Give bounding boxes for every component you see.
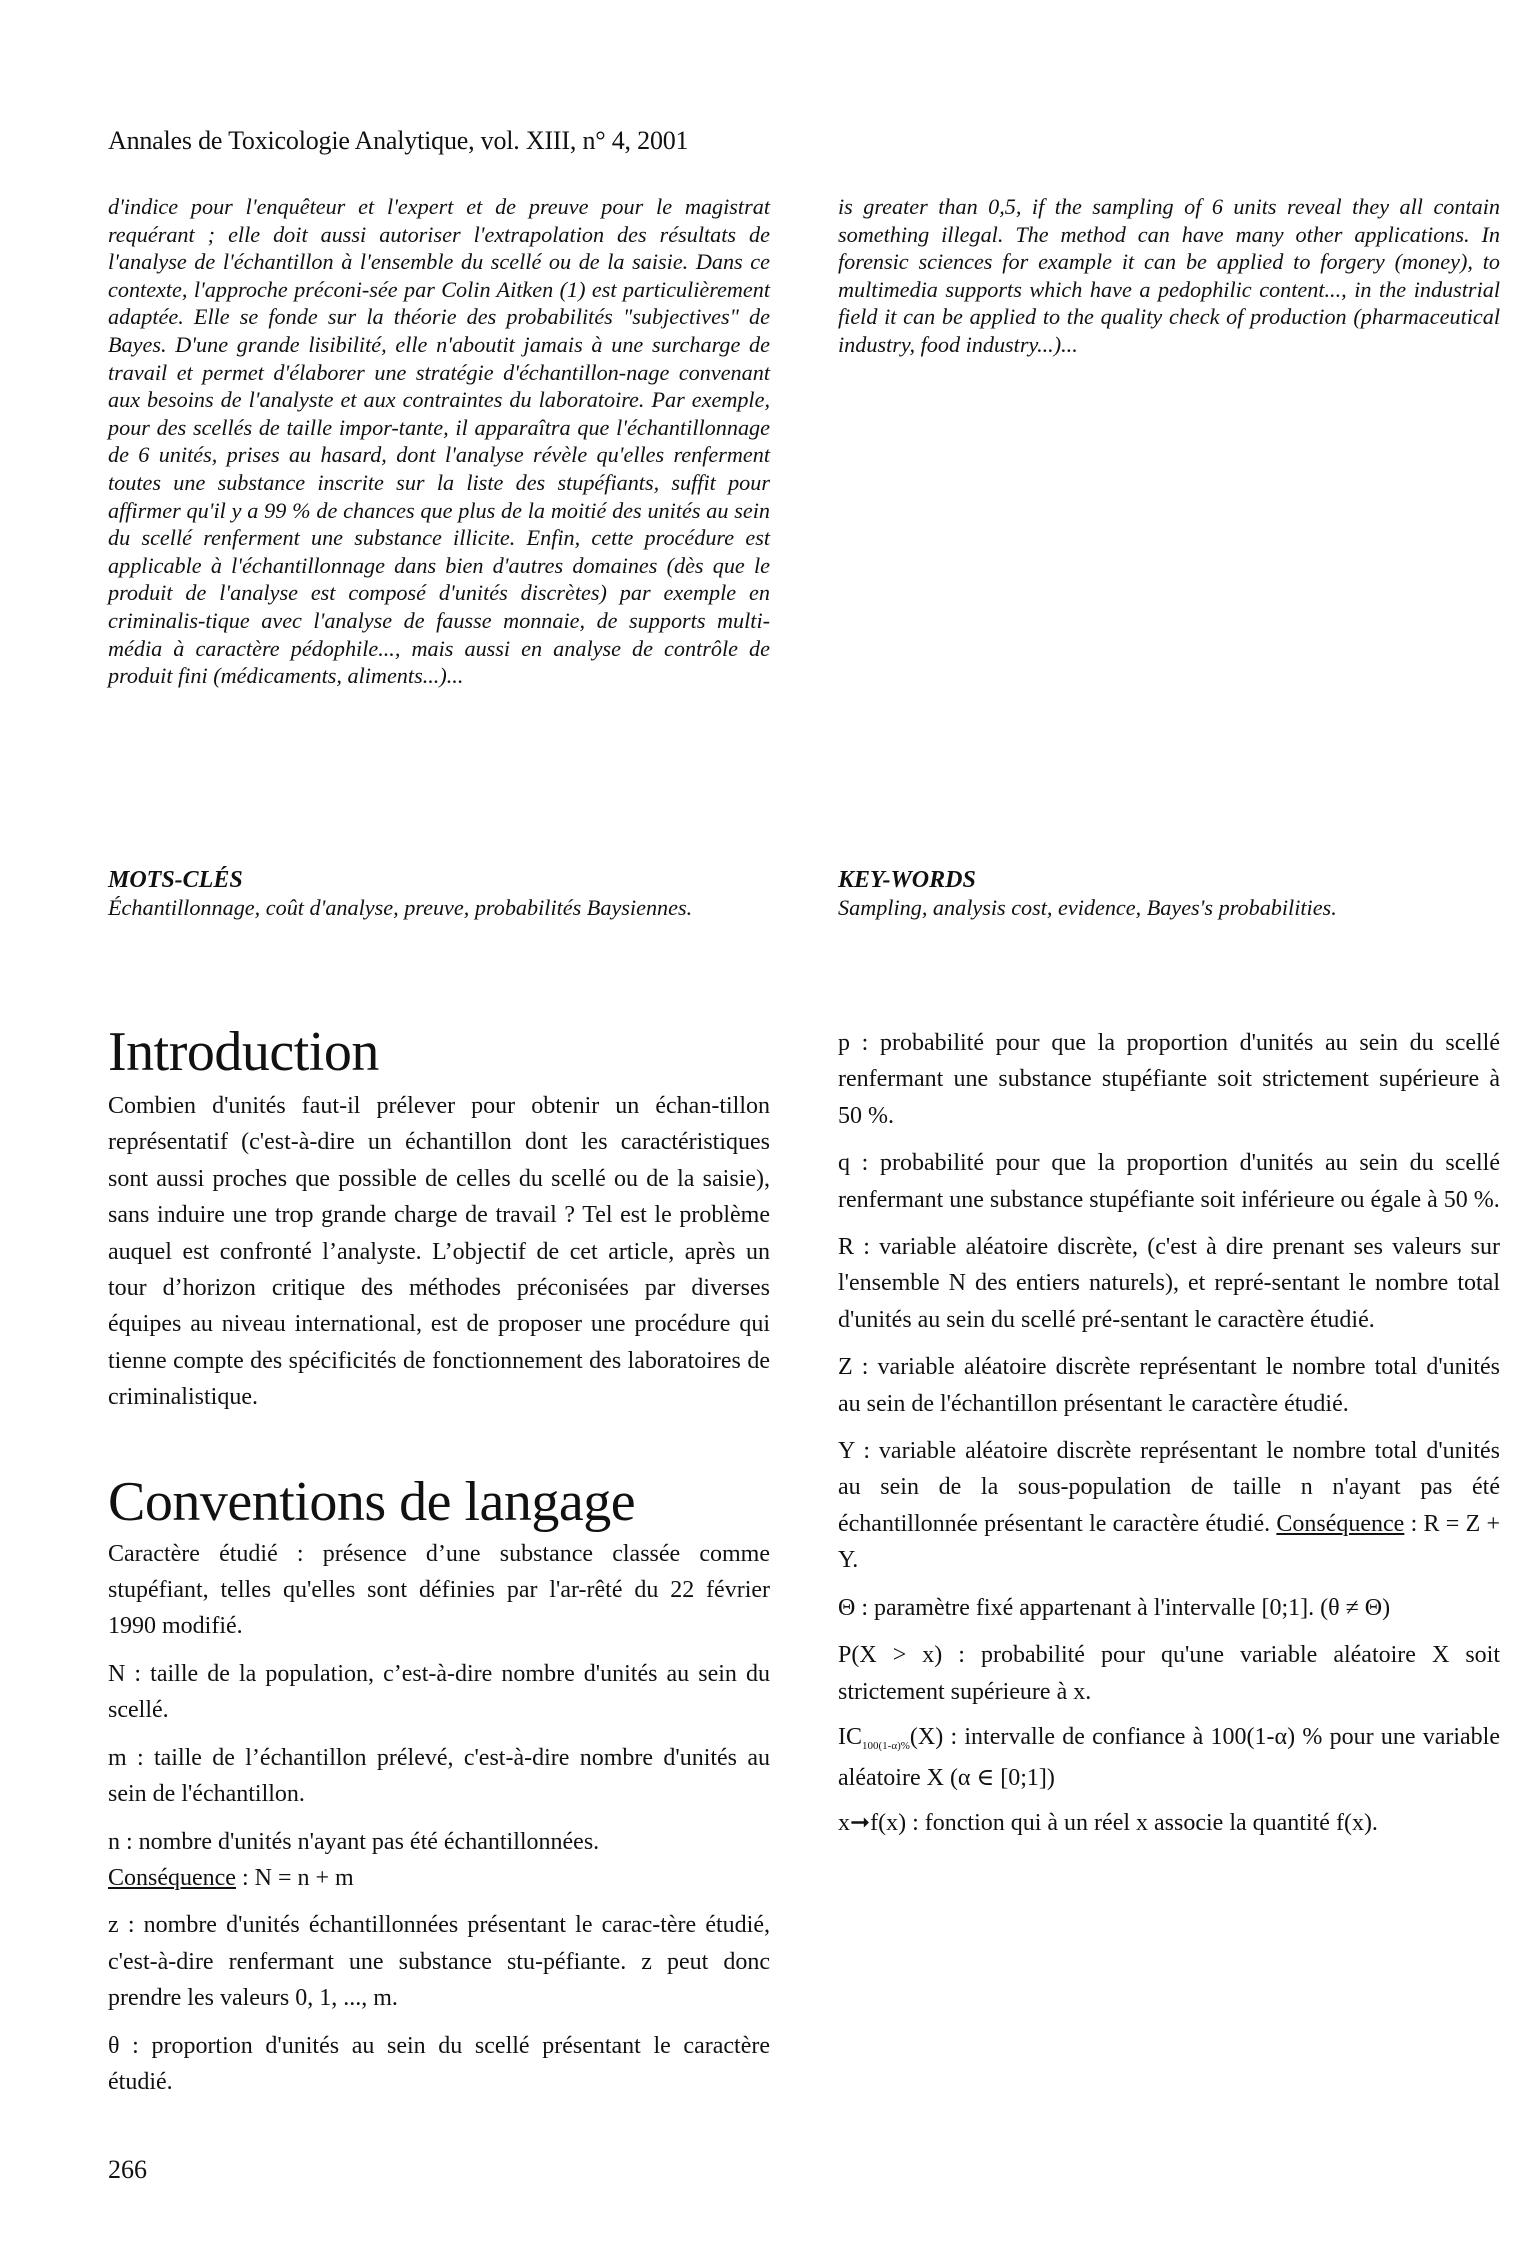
right-body-column: [838, 1025, 1500, 1852]
abstract-english-text: is greater than 0,5, if the sampling of 6 units reveal they all contain something illegal. The method can have many other applications. In forensic sciences for example it can be applied to forgery (money), to multimedia supports which have a pedophilic content..., in the industrial field it can be applied to the quality check of production (pharmaceutical industry, food industry...)...: [838, 194, 1500, 357]
consequence-formula: : N = n + m: [235, 1864, 354, 1891]
keywords-english-title: KEY-WORDS: [838, 867, 976, 893]
definition-P: P(X > x) : probabilité pour qu'une variable aléatoire X soit strictement supérieure à x.: [838, 1642, 1500, 1705]
abstract-french-text: d'indice pour l'enquêteur et l'expert et de preuve pour le magistrat requérant ; elle doit aussi autoriser l'extrapolation des résultats de l'analyse de l'échantillon à l'ensemble du scellé ou de la saisie. Dans ce contexte, l'approche préconi-sée par Colin Aitken (1) est particulièrement adaptée. Elle se fonde sur la théorie des probabilités "subjectives" de Bayes. D'une grande lisibilité, elle n'aboutit jamais à une surcharge de travail et permet d'élaborer une stratégie d'échantillon-nage convenant aux besoins de l'analyste et aux contraintes du laboratoire. Par exemple, pour des scellés de taille impor-tante, il apparaîtra que l'échantillonnage de 6 unités, prises au hasard, dont l'analyse révèle qu'elles renferment toutes une substance inscrite sur la liste des stupéfiants, suffit pour affirmer qu'il y a 99 % de chances que plus de la moitié des unités au sein du scellé renferment une substance illicite. Enfin, cette procédure est applicable à l'échantillonnage dans bien d'autres domaines (dès que le produit de l'analyse est composé d'unités discrètes) par exemple en criminalis-tique avec l'analyse de fausse monnaie, de supports multi-média à caractère pédophile..., mais aussi en analyse de contrôle de produit fini (médicaments, aliments...)...: [108, 194, 770, 689]
keywords-french-title: MOTS-CLÉS: [108, 867, 243, 893]
definition-Y: [838, 1433, 1500, 1579]
conventions-left-list: [108, 1536, 770, 2101]
consequence-label: Conséquence: [1276, 1510, 1405, 1537]
consequence-formula: : R = Z + Y.: [838, 1510, 1501, 1574]
conventions-heading: Conventions de langage: [108, 1470, 636, 1533]
keywords-french: [108, 866, 770, 922]
ic-symbol: IC: [838, 1723, 862, 1750]
definition-IC-text: (X) : intervalle de confiance à 100(1-α) % pour une variable aléatoire X (α ∈ [0;1]): [838, 1723, 1500, 1791]
definition-p: p : probabilité pour que la proportion d'unités au sein du scellé renfermant une substance stupéfiante soit strictement supérieure à 50 %.: [838, 1030, 1500, 1129]
ic-subscript: 100(1-α)%: [862, 1739, 910, 1752]
definition-IC: [838, 1721, 1500, 1794]
introduction-heading: Introduction: [108, 1021, 379, 1083]
definition-Z: Z : variable aléatoire discrète représentant le nombre total d'unités au sein de l'échantillon présentant le caractère étudié.: [838, 1354, 1500, 1417]
definition-R: R : variable aléatoire discrète, (c'est à dire prenant ses valeurs sur l'ensemble N des entiers naturels), et repré-sentant le nombre total d'unités au sein du scellé pré-sentant le caractère étudié.: [838, 1234, 1500, 1333]
introduction-text: Combien d'unités faut-il prélever pour obtenir un échan-tillon représentatif (c'est-à-dire un échantillon dont les caractéristiques sont aussi proches que possible de celles du scellé ou de la saisie), sans induire une trop grande charge de travail ? Tel est le problème auquel est confronté l’analyste. L’objectif de cet article, après un tour d’horizon critique des méthodes préconisées par diverses équipes au niveau international, est de proposer une procédure qui tienne compte des spécificités de fonctionnement des laboratoires de criminalistique.: [108, 1093, 770, 1411]
definition-z: z : nombre d'unités échantillonnées présentant le carac-tère étudié, c'est-à-dire renfermant une substance stu-péfiante. z peut donc prendre les valeurs 0, 1, ..., m.: [108, 1912, 770, 2012]
definition-q: q : probabilité pour que la proportion d'unités au sein du scellé renfermant une substance stupéfiante soit inférieure ou égale à 50 %.: [838, 1150, 1500, 1213]
page-number: 266: [108, 2155, 147, 2184]
keywords-french-text: Échantillonnage, coût d'analyse, preuve, probabilités Baysiennes.: [108, 895, 693, 920]
left-body-column: [108, 1022, 770, 2111]
definition-N: N : taille de la population, c’est-à-dire nombre d'unités au sein du scellé.: [108, 1660, 770, 1724]
keywords-english: [838, 866, 1500, 922]
running-head: Annales de Toxicologie Analytique, vol. XIII, n° 4, 2001: [108, 126, 689, 155]
definition-function: x➞f(x) : fonction qui à un réel x associe la quantité f(x).: [838, 1809, 1378, 1836]
definition-theta: θ : proportion d'unités au sein du scellé présentant le caractère étudié.: [108, 2032, 770, 2095]
definition-m: m : taille de l’échantillon prélevé, c'est-à-dire nombre d'unités au sein de l'échantillon.: [108, 1744, 770, 1808]
abstract-french: [108, 193, 770, 690]
consequence-label: Conséquence: [108, 1864, 236, 1891]
definition-n: [108, 1824, 770, 1897]
definition-Y-text: Y : variable aléatoire discrète représentant le nombre total d'unités au sein de la sous-population de taille n n'ayant pas été échantillonnée présentant le caractère étudié.: [838, 1438, 1500, 1537]
definition-Theta: Θ : paramètre fixé appartenant à l'intervalle [0;1]. (θ ≠ Θ): [838, 1594, 1391, 1621]
definition-caractere: Caractère étudié : présence d’une substance classée comme stupéfiant, telles qu'elles sont définies par l'ar-rêté du 22 février 1990 modifié.: [108, 1540, 770, 1640]
definition-n-text: n : nombre d'unités n'ayant pas été échantillonnées.: [108, 1828, 600, 1855]
keywords-english-text: Sampling, analysis cost, evidence, Bayes's probabilities.: [838, 895, 1337, 920]
abstract-english: [838, 193, 1500, 359]
